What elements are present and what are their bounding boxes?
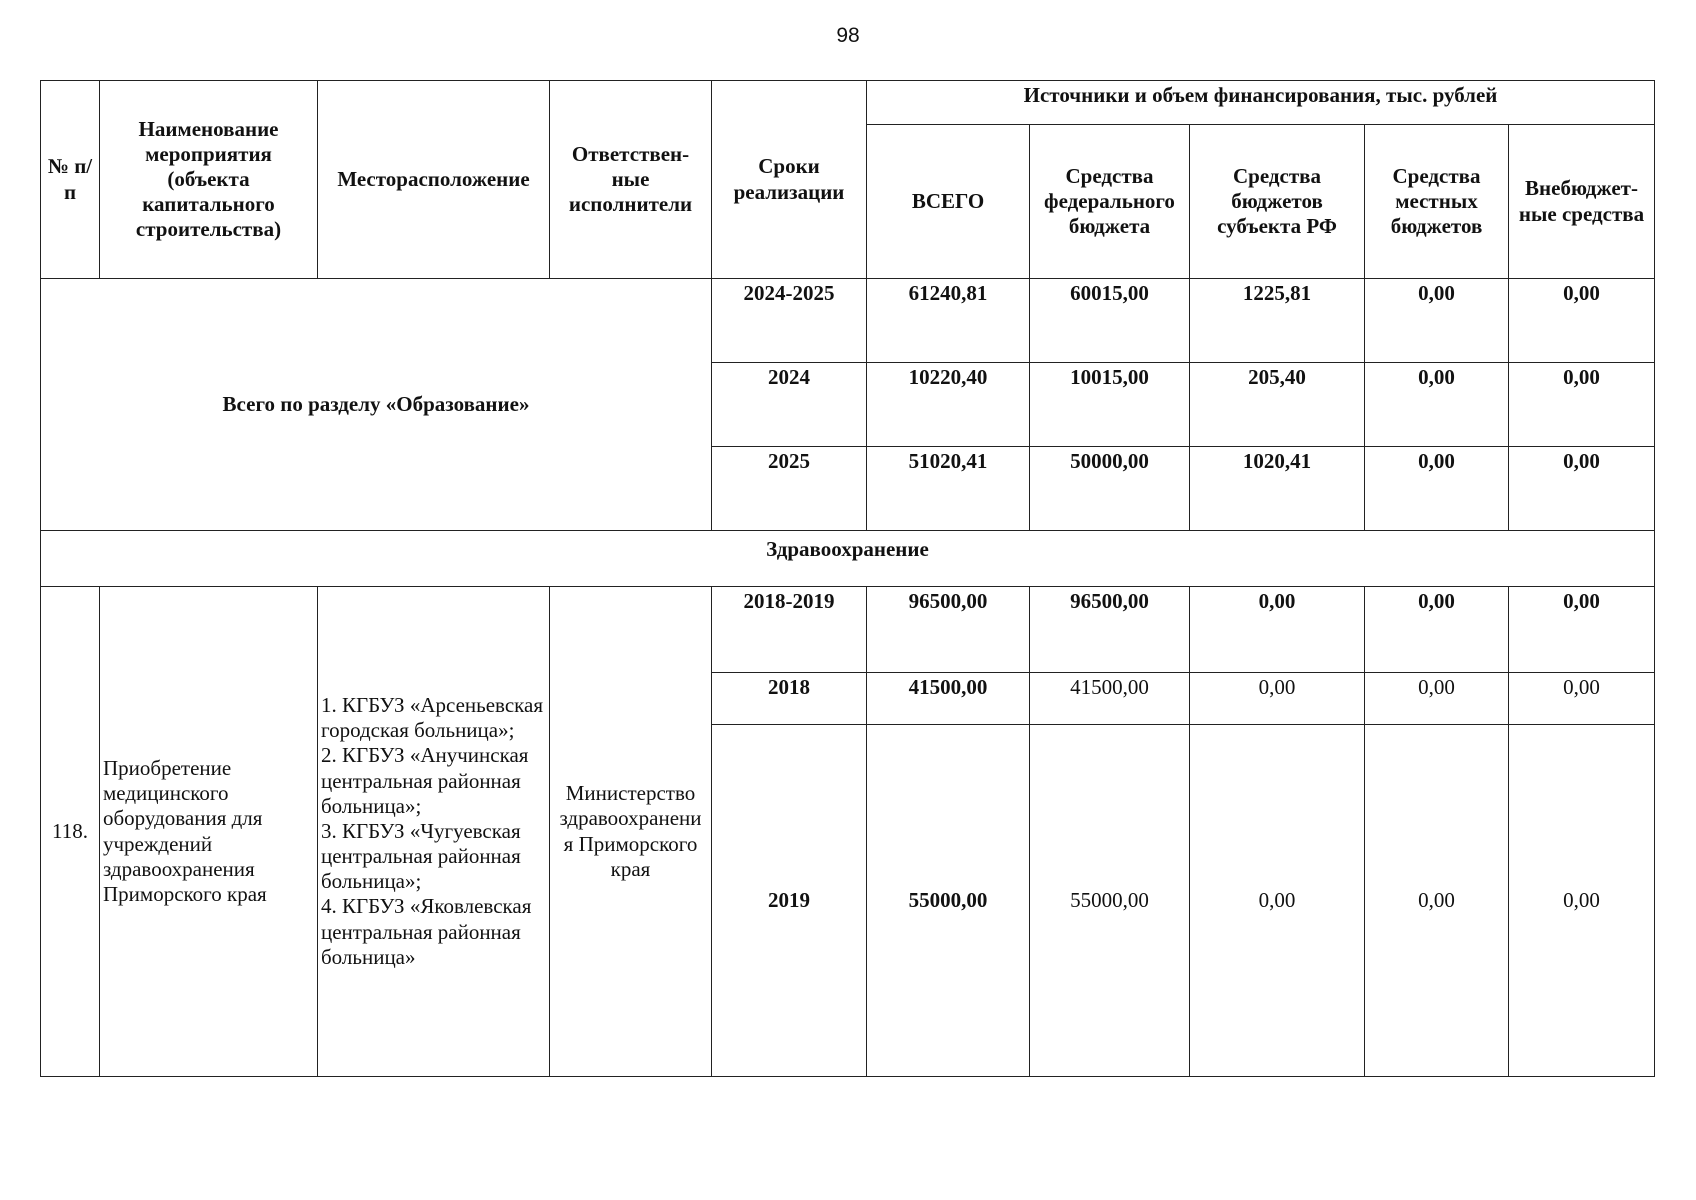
- education-total: 61240,81: [867, 279, 1030, 363]
- item-local: 0,00: [1365, 673, 1509, 725]
- education-total-row: [41, 279, 1655, 363]
- header-name: Наименование мероприятия (объекта капитального строительства): [100, 81, 318, 279]
- header-federal: Средства федерального бюджета: [1030, 125, 1190, 279]
- education-total: 51020,41: [867, 447, 1030, 531]
- header-subject: Средства бюджетов субъекта РФ: [1190, 125, 1365, 279]
- education-extra: 0,00: [1509, 447, 1655, 531]
- header-terms: Сроки реализации: [712, 81, 867, 279]
- item-subject: 0,00: [1190, 673, 1365, 725]
- education-local: 0,00: [1365, 279, 1509, 363]
- education-total-label: Всего по разделу «Образование»: [41, 279, 712, 531]
- item-total: 96500,00: [867, 587, 1030, 673]
- education-local: 0,00: [1365, 447, 1509, 531]
- item-row: [41, 587, 1655, 673]
- education-subject: 1020,41: [1190, 447, 1365, 531]
- item-federal: 96500,00: [1030, 587, 1190, 673]
- education-federal: 10015,00: [1030, 363, 1190, 447]
- education-term: 2024: [712, 363, 867, 447]
- header-num: № п/п: [41, 81, 100, 279]
- header-financing: Источники и объем финансирования, тыс. рублей: [867, 81, 1655, 125]
- header-row-1: [41, 81, 1655, 125]
- education-term: 2024-2025: [712, 279, 867, 363]
- item-extra: 0,00: [1509, 725, 1655, 1077]
- education-federal: 60015,00: [1030, 279, 1190, 363]
- education-term: 2025: [712, 447, 867, 531]
- item-total: 41500,00: [867, 673, 1030, 725]
- education-extra: 0,00: [1509, 279, 1655, 363]
- item-location: 1. КГБУЗ «Арсеньевская городская больница»; 2. КГБУЗ «Анучинская центральная районная больница»; 3. КГБУЗ «Чугуевская центральная районная больница»; 4. КГБУЗ «Яковлевская центральная районная больница»: [318, 587, 550, 1077]
- education-subject: 205,40: [1190, 363, 1365, 447]
- item-subject: 0,00: [1190, 587, 1365, 673]
- header-total: ВСЕГО: [867, 125, 1030, 279]
- item-number: 118.: [41, 587, 100, 1077]
- item-name: Приобретение медицинского оборудования для учреждений здравоохранения Приморского края: [100, 587, 318, 1077]
- page-number: 98: [836, 24, 860, 47]
- header-executors: Ответствен-ные исполнители: [550, 81, 712, 279]
- item-term: 2018-2019: [712, 587, 867, 673]
- education-total: 10220,40: [867, 363, 1030, 447]
- item-federal: 41500,00: [1030, 673, 1190, 725]
- item-total: 55000,00: [867, 725, 1030, 1077]
- item-term: 2019: [712, 725, 867, 1077]
- section-row: [41, 531, 1655, 587]
- item-local: 0,00: [1365, 725, 1509, 1077]
- item-extra: 0,00: [1509, 587, 1655, 673]
- education-extra: 0,00: [1509, 363, 1655, 447]
- header-local: Средства местных бюджетов: [1365, 125, 1509, 279]
- item-extra: 0,00: [1509, 673, 1655, 725]
- item-federal: 55000,00: [1030, 725, 1190, 1077]
- item-subject: 0,00: [1190, 725, 1365, 1077]
- education-local: 0,00: [1365, 363, 1509, 447]
- section-title: Здравоохранение: [41, 531, 1655, 587]
- financing-table: [40, 80, 1655, 1077]
- item-local: 0,00: [1365, 587, 1509, 673]
- item-executor: Министерство здравоохранени я Приморского края: [550, 587, 712, 1077]
- header-extra: Внебюджет-ные средства: [1509, 125, 1655, 279]
- education-subject: 1225,81: [1190, 279, 1365, 363]
- header-location: Месторасположение: [318, 81, 550, 279]
- item-term: 2018: [712, 673, 867, 725]
- education-federal: 50000,00: [1030, 447, 1190, 531]
